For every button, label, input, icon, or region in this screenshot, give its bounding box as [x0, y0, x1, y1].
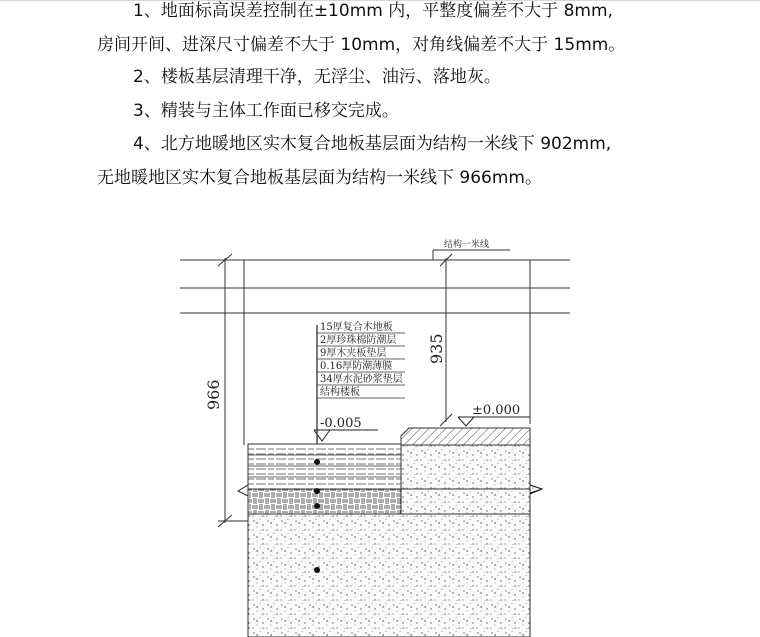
reference-label: 结构一米线	[444, 240, 490, 250]
layer-label-3: 9厚木夹板垫层	[320, 348, 387, 359]
paragraph-3: 3、精装与主体工作面已移交完成。	[133, 101, 399, 121]
level-right-label: ±0.000	[472, 403, 521, 418]
dimension-935-label: 935	[427, 333, 446, 364]
paragraph-1-line-1: 1、地面标高误差控制在±10mm 内，平整度偏差不大于 8mm,	[133, 1, 613, 21]
floor-section	[238, 428, 542, 637]
layer-label-4: 0.16厚防潮薄膜	[320, 361, 393, 372]
layer-label-2: 2厚珍珠棉防潮层	[320, 335, 397, 346]
paragraph-1-line-2: 房间开间、进深尺寸偏差不大于 10mm，对角线偏差不大于 15mm。	[97, 35, 626, 55]
layer-label-5: 34厚水泥砂浆垫层	[320, 374, 403, 385]
dimension-966-label: 966	[204, 379, 223, 410]
paragraph-4-line-2: 无地暖地区实木复合地板基层面为结构一米线下 966mm。	[97, 168, 542, 188]
level-marker-left	[314, 430, 378, 441]
paragraph-2: 2、楼板基层清理干净，无浮尘、油污、落地灰。	[133, 67, 501, 87]
level-left-label: -0.005	[320, 416, 362, 431]
paragraph-4-line-1: 4、北方地暖地区实木复合地板基层面为结构一米线下 902mm,	[133, 134, 612, 154]
level-marker-right	[458, 417, 530, 426]
layer-label-6: 结构楼板	[320, 387, 360, 398]
layer-label-1: 15厚复合木地板	[320, 322, 393, 333]
